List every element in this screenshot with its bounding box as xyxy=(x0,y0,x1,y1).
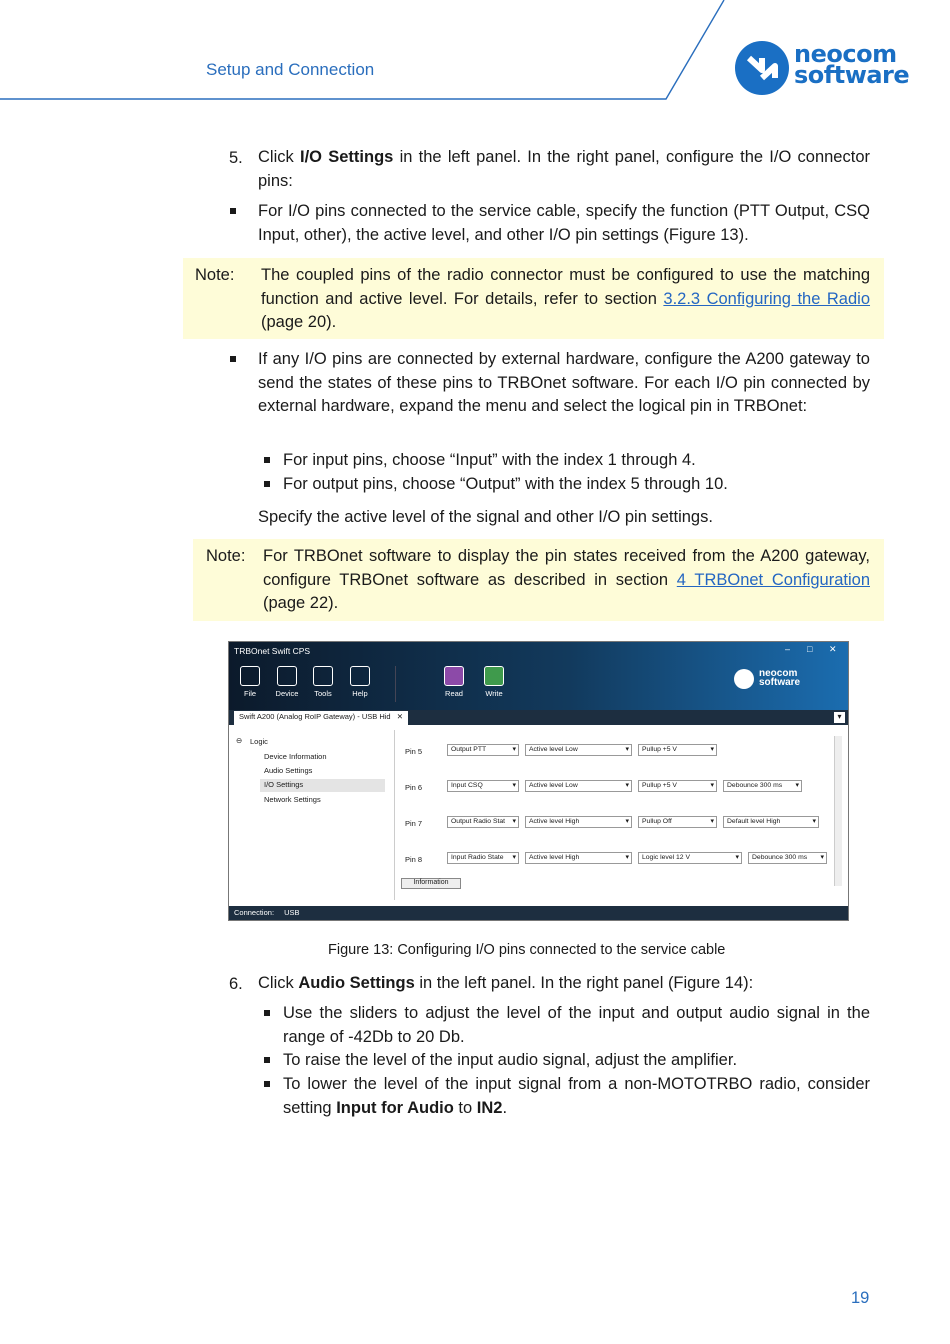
neocom-logo xyxy=(734,40,934,96)
pin-level-select[interactable]: Active level High ▾ xyxy=(525,816,632,828)
text: (page 20). xyxy=(261,313,337,332)
specify-text: Specify the active level of the signal and other I/O pin settings. xyxy=(258,508,713,526)
pin-label: Pin 7 xyxy=(405,819,423,828)
pin-extra-select[interactable]: Default level High ▾ xyxy=(723,816,819,828)
toolbar-file[interactable] xyxy=(235,666,265,698)
toolbar-label: Help xyxy=(352,689,368,698)
bullet-icon xyxy=(230,356,236,362)
logo-line1: neocom xyxy=(759,668,798,679)
io-settings-panel xyxy=(394,730,834,900)
status-bar xyxy=(229,906,848,920)
toolbar-read[interactable] xyxy=(439,666,469,698)
step6-bullet: Use the sliders to adjust the level of the input and output audio signal in the range of -42Db to 20 Db. xyxy=(283,1004,870,1046)
toolbar-label: Write xyxy=(485,689,503,698)
pin-label: Pin 8 xyxy=(405,855,423,864)
pin-extra-select[interactable]: Debounce 300 ms ▾ xyxy=(723,780,802,792)
bullet-icon xyxy=(264,1081,270,1087)
read-icon xyxy=(444,666,464,686)
step5-intro xyxy=(258,146,870,193)
ui-term: IN2 xyxy=(476,1098,503,1117)
text: in the left panel. In the right panel (Figure 14): xyxy=(414,974,754,992)
logo-line2: software xyxy=(759,677,801,688)
bullet-icon xyxy=(264,457,270,463)
section-title: Setup and Connection xyxy=(206,60,375,79)
page-number: 19 xyxy=(851,1289,870,1307)
logo-line1: neocom xyxy=(794,40,897,68)
app-title: TRBOnet Swift CPS xyxy=(234,646,311,656)
tree-toggle-icon[interactable]: ⊖ xyxy=(236,736,243,745)
pin-extra-select[interactable]: Debounce 300 ms ▾ xyxy=(748,852,827,864)
status-label: Connection: xyxy=(234,908,275,917)
note-label: Note: xyxy=(206,547,246,565)
section-link[interactable]: 4 TRBOnet Configuration xyxy=(676,570,870,589)
status-value: USB xyxy=(284,908,300,917)
pin-function-select[interactable]: Output PTT ▾ xyxy=(447,744,519,756)
text: For TRBOnet software to display the pin states received from the A200 gateway, configure TRBOnet software as described in section xyxy=(263,547,870,589)
toolbar-label: Read xyxy=(445,689,463,698)
chip-icon xyxy=(277,666,297,686)
tab-close-icon[interactable]: ✕ xyxy=(396,712,403,721)
sub-bullet: For output pins, choose “Output” with the index 5 through 10. xyxy=(283,475,728,493)
toolbar-device[interactable] xyxy=(272,666,302,698)
tab-label: Swift A200 (Analog RoIP Gateway) - USB Hid xyxy=(239,712,391,721)
toolbar-label: File xyxy=(243,689,257,698)
text: Click xyxy=(258,974,299,992)
step5-bullet2: If any I/O pins are connected by external hardware, configure the A200 gateway to send the states of these pins to TRBOnet software. For each I/O pin connected by external hardware, expand the menu and select the logical pin in TRBOnet: xyxy=(258,350,870,416)
text: Click xyxy=(258,148,300,166)
write-icon xyxy=(484,666,504,686)
text: . xyxy=(502,1098,508,1117)
logo-mark-icon xyxy=(734,40,790,96)
step5-bullet1: For I/O pins connected to the service cable, specify the function (PTT Output, CSQ Input, other), the active level, and other I/O pin settings (Figure 13). xyxy=(258,202,870,244)
tree-panel xyxy=(232,730,387,900)
ui-term: Input for Audio xyxy=(336,1098,454,1117)
text: To lower the level of the input signal from a non-MOTOTRBO radio, consider setting xyxy=(283,1075,870,1117)
pin-function-select[interactable]: Output Radio Stat ▾ xyxy=(447,816,519,828)
text: in the left panel. In the right panel, configure the I/O connector pins: xyxy=(258,148,870,190)
pin-pull-select[interactable]: Pullup +5 V ▾ xyxy=(638,744,717,756)
note1-text xyxy=(261,264,870,335)
tab-device[interactable] xyxy=(234,711,408,725)
app-toolbar xyxy=(229,642,848,710)
text: to xyxy=(453,1098,477,1117)
text: The coupled pins of the radio connector must be configured to use the matching function and active level. For details, refer to section xyxy=(261,266,870,308)
pin-pull-select[interactable]: Pullup Off ▾ xyxy=(638,816,717,828)
toolbar-separator xyxy=(395,666,396,702)
pin-pull-select[interactable]: Logic level 12 V ▾ xyxy=(638,852,742,864)
vertical-scrollbar[interactable] xyxy=(834,736,842,886)
sub-bullet: For input pins, choose “Input” with the index 1 through 4. xyxy=(283,451,696,469)
toolbar-help[interactable] xyxy=(345,666,375,698)
toolbar-tools[interactable] xyxy=(308,666,338,698)
toolbar-label: Device xyxy=(275,689,299,698)
step6-bullet xyxy=(283,1073,870,1120)
minimize-icon[interactable]: – xyxy=(785,644,791,654)
information-button[interactable]: Information xyxy=(401,878,461,889)
bullet-icon xyxy=(264,1057,270,1063)
pin-pull-select[interactable]: Pullup +5 V ▾ xyxy=(638,780,717,792)
ui-term: Audio Settings xyxy=(298,974,415,992)
file-icon xyxy=(240,666,260,686)
logo-mark-icon xyxy=(734,669,754,689)
note-label: Note: xyxy=(195,266,235,284)
maximize-icon[interactable]: □ xyxy=(807,644,813,654)
pin-label: Pin 5 xyxy=(405,747,423,756)
text: (page 22). xyxy=(263,594,339,613)
tree-root[interactable]: Logic xyxy=(250,737,268,746)
tab-bar xyxy=(229,710,848,725)
toolbar-write[interactable] xyxy=(479,666,509,698)
step6-intro xyxy=(258,972,870,996)
section-link[interactable]: 3.2.3 Configuring the Radio xyxy=(663,289,871,308)
pin-function-select[interactable]: Input CSQ ▾ xyxy=(447,780,519,792)
step6-bullet: To raise the level of the input audio signal, adjust the amplifier. xyxy=(283,1051,738,1069)
note2-text xyxy=(263,545,870,616)
tree-item-network[interactable]: Network Settings xyxy=(264,795,321,804)
pin-level-select[interactable]: Active level Low ▾ xyxy=(525,744,632,756)
step-number: 6. xyxy=(229,975,243,993)
tree-item-audio[interactable]: Audio Settings xyxy=(264,766,313,775)
close-icon[interactable]: ✕ xyxy=(829,644,837,654)
tab-menu-icon[interactable]: ▾ xyxy=(834,712,845,723)
toolbar-label: Tools xyxy=(314,689,332,698)
logo-text xyxy=(794,40,910,89)
pin-level-select[interactable]: Active level Low ▾ xyxy=(525,780,632,792)
help-icon xyxy=(350,666,370,686)
pin-label: Pin 6 xyxy=(405,783,423,792)
tree-item-device-info[interactable]: Device Information xyxy=(264,752,327,761)
pin-level-select[interactable]: Active level High ▾ xyxy=(525,852,632,864)
bullet-icon xyxy=(264,1010,270,1016)
step-number: 5. xyxy=(229,149,243,167)
pin-function-select[interactable]: Input Radio State ▾ xyxy=(447,852,519,864)
bullet-icon xyxy=(264,481,270,487)
app-window xyxy=(228,641,849,921)
app-logo xyxy=(759,669,800,687)
bullet-icon xyxy=(230,208,236,214)
tree-item-io-selected[interactable]: I/O Settings xyxy=(260,779,385,792)
ui-term: I/O Settings xyxy=(300,148,394,166)
logo-line2: software xyxy=(794,61,910,89)
tools-icon xyxy=(313,666,333,686)
figure-caption: Figure 13: Configuring I/O pins connected to the service cable xyxy=(328,942,726,958)
